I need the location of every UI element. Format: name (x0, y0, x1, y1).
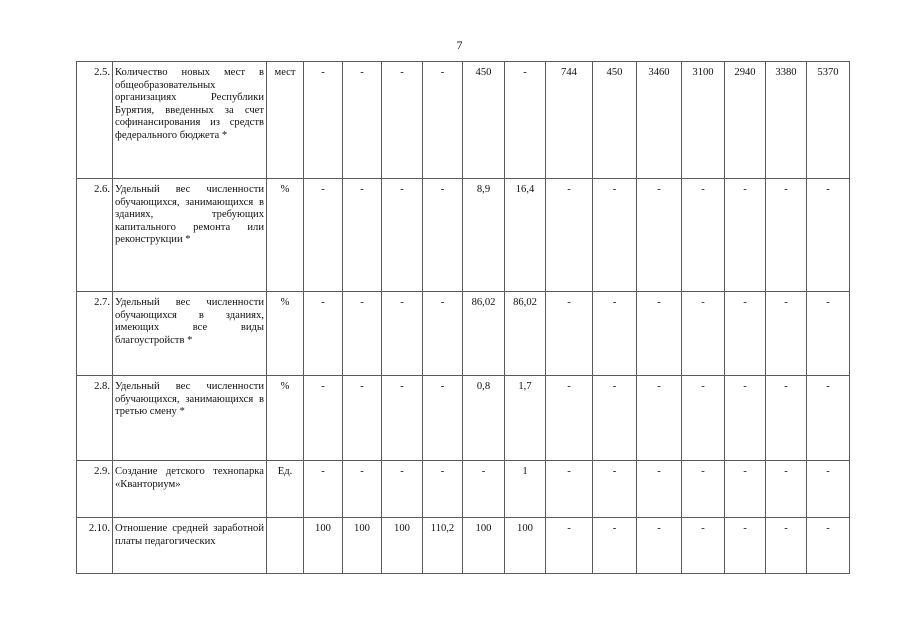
value-cell: 2940 (725, 62, 766, 179)
value-cell: - (593, 461, 637, 518)
value-cell: - (682, 179, 725, 292)
value-cell: - (766, 376, 807, 461)
value-cell: 1,7 (505, 376, 546, 461)
indicator-name-cell: Количество новых мест в общеобразовательных организациях Республики Бурятия, введенных за счет софинансирования из средств федерального бюджета * (113, 62, 267, 179)
unit-cell: % (267, 292, 304, 376)
row-number-cell: 2.7. (77, 292, 113, 376)
value-cell: - (546, 179, 593, 292)
value-cell: - (637, 518, 682, 574)
value-cell: - (304, 461, 343, 518)
value-cell: - (593, 179, 637, 292)
row-number-cell: 2.6. (77, 179, 113, 292)
value-cell: 100 (505, 518, 546, 574)
value-cell: - (382, 62, 423, 179)
value-cell: - (423, 179, 463, 292)
value-cell: - (593, 518, 637, 574)
value-cell: 86,02 (505, 292, 546, 376)
value-cell: 0,8 (463, 376, 505, 461)
table-row (77, 62, 850, 179)
value-cell: - (637, 292, 682, 376)
value-cell: 16,4 (505, 179, 546, 292)
indicator-name-cell: Удельный вес численности обучающихся, занимающихся в зданиях, требующих капитального ремонта или реконструкции * (113, 179, 267, 292)
value-cell: - (382, 179, 423, 292)
value-cell: - (463, 461, 505, 518)
value-cell: 450 (593, 62, 637, 179)
unit-cell: Ед. (267, 461, 304, 518)
value-cell: 110,2 (423, 518, 463, 574)
value-cell: 3380 (766, 62, 807, 179)
value-cell: - (725, 292, 766, 376)
value-cell: - (766, 518, 807, 574)
value-cell: 744 (546, 62, 593, 179)
value-cell: - (546, 376, 593, 461)
value-cell: - (382, 461, 423, 518)
value-cell: - (304, 292, 343, 376)
value-cell: - (505, 62, 546, 179)
table-row (77, 518, 850, 574)
value-cell: 100 (463, 518, 505, 574)
table-row (77, 461, 850, 518)
value-cell: 86,02 (463, 292, 505, 376)
unit-cell (267, 518, 304, 574)
value-cell: - (593, 376, 637, 461)
value-cell: - (807, 376, 850, 461)
indicator-name-cell: Создание детского технопарка «Кванториум» (113, 461, 267, 518)
value-cell: 3460 (637, 62, 682, 179)
value-cell: 450 (463, 62, 505, 179)
value-cell: - (546, 461, 593, 518)
value-cell: 3100 (682, 62, 725, 179)
row-number-cell: 2.10. (77, 518, 113, 574)
value-cell: 5370 (807, 62, 850, 179)
indicator-name-cell: Отношение средней заработной платы педагогических (113, 518, 267, 574)
value-cell: - (682, 292, 725, 376)
value-cell: - (546, 518, 593, 574)
value-cell: - (725, 376, 766, 461)
value-cell: 100 (382, 518, 423, 574)
value-cell: - (766, 461, 807, 518)
value-cell: - (807, 292, 850, 376)
value-cell: - (593, 292, 637, 376)
unit-cell: мест (267, 62, 304, 179)
value-cell: - (343, 461, 382, 518)
unit-cell: % (267, 179, 304, 292)
value-cell: - (807, 461, 850, 518)
value-cell: - (304, 376, 343, 461)
table-row (77, 179, 850, 292)
row-number-cell: 2.5. (77, 62, 113, 179)
table-body (77, 62, 850, 574)
value-cell: - (766, 179, 807, 292)
table-row (77, 376, 850, 461)
value-cell: - (343, 376, 382, 461)
value-cell: - (807, 179, 850, 292)
value-cell: - (343, 179, 382, 292)
value-cell: - (637, 179, 682, 292)
indicator-name-cell: Удельный вес численности обучающихся в зданиях, имеющих все виды благоустройств * (113, 292, 267, 376)
value-cell: 100 (343, 518, 382, 574)
value-cell: 1 (505, 461, 546, 518)
unit-cell: % (267, 376, 304, 461)
value-cell: - (423, 376, 463, 461)
value-cell: - (423, 62, 463, 179)
row-number-cell: 2.9. (77, 461, 113, 518)
page-number: 7 (456, 38, 463, 52)
value-cell: 100 (304, 518, 343, 574)
value-cell: - (304, 179, 343, 292)
value-cell: - (304, 62, 343, 179)
indicator-name-cell: Удельный вес численности обучающихся, занимающихся в третью смену * (113, 376, 267, 461)
row-number-cell: 2.8. (77, 376, 113, 461)
value-cell: - (807, 518, 850, 574)
value-cell: - (725, 518, 766, 574)
value-cell: 8,9 (463, 179, 505, 292)
value-cell: - (382, 376, 423, 461)
value-cell: - (637, 461, 682, 518)
value-cell: - (343, 62, 382, 179)
value-cell: - (637, 376, 682, 461)
value-cell: - (382, 292, 423, 376)
value-cell: - (682, 518, 725, 574)
value-cell: - (343, 292, 382, 376)
value-cell: - (423, 292, 463, 376)
value-cell: - (682, 461, 725, 518)
value-cell: - (423, 461, 463, 518)
table-row (77, 292, 850, 376)
value-cell: - (766, 292, 807, 376)
indicators-table (76, 61, 850, 574)
value-cell: - (725, 461, 766, 518)
value-cell: - (682, 376, 725, 461)
value-cell: - (546, 292, 593, 376)
value-cell: - (725, 179, 766, 292)
